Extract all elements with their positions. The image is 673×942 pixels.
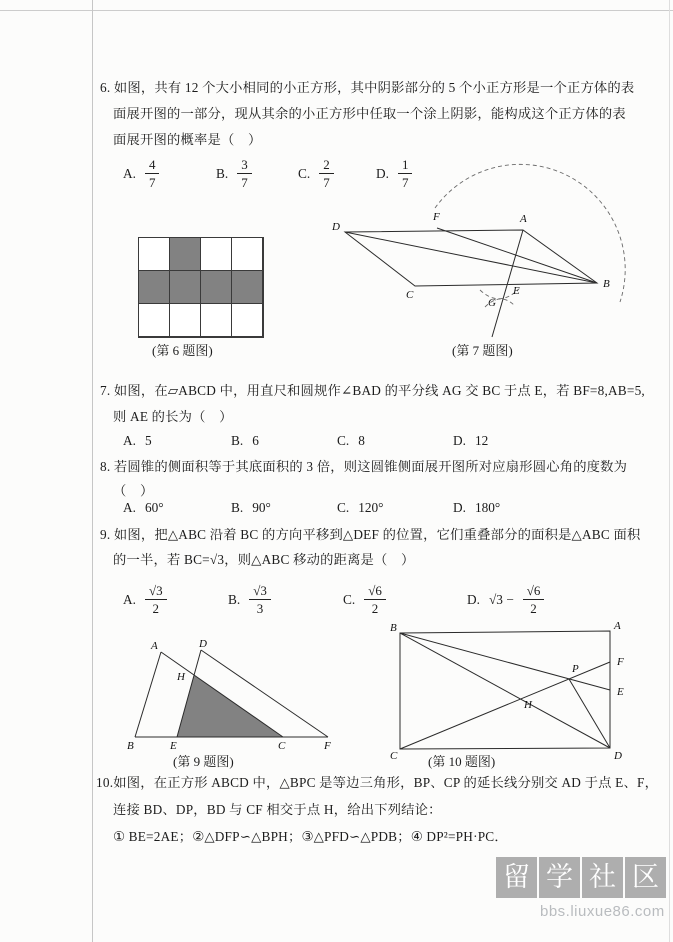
figure-6-caption: (第 6 题图)	[152, 343, 213, 358]
fraction: $\frac{√6}{2}$	[523, 583, 545, 616]
p9-option-c	[343, 583, 386, 616]
option-label: D.	[453, 500, 466, 515]
point-label-g: G	[488, 297, 496, 309]
grid-cell	[232, 304, 263, 337]
grid-cell	[139, 304, 170, 337]
watermark-block: 区	[625, 857, 666, 898]
figure-7-caption: (第 7 题图)	[452, 343, 513, 358]
problem-7-line-1: 7. 如图，在▱ABCD 中，用直尺和圆规作∠BAD 的平分线 AG 交 BC 于点 E，若 BF=8,AB=5,	[100, 383, 645, 398]
p6-option-b	[216, 157, 252, 190]
fraction: $\frac{1}{7}$	[398, 157, 413, 190]
problem-10-line-3: ① BE=2AE；②△DFP∽△BPH；③△PFD∽△PDB；④ DP²=PH·PC．	[113, 829, 508, 844]
grid-cell	[201, 304, 232, 337]
point-label-f: F	[324, 740, 331, 752]
point-label-c: C	[406, 289, 414, 301]
point-label-d: D	[199, 638, 207, 650]
problem-8-line-2: （ ）	[113, 483, 154, 498]
problem-6-line-3: 面展开图的概率是（ ）	[113, 132, 262, 147]
compass-arc-large	[435, 164, 625, 302]
point-label-a: A	[520, 213, 527, 225]
point-label-d: D	[614, 750, 622, 762]
point-label-e: E	[617, 686, 624, 698]
figure-10-caption: (第 10 题图)	[428, 754, 496, 769]
point-label-c: C	[278, 740, 286, 752]
fraction: $\frac{√3}{3}$	[249, 583, 271, 616]
figure-6-grid	[138, 237, 264, 338]
grid-cell	[201, 238, 232, 271]
fraction: $\frac{√3}{2}$	[145, 583, 167, 616]
option-value: 90°	[252, 500, 271, 515]
grid-cell	[232, 238, 263, 271]
option-label: B.	[216, 165, 229, 181]
option-label: A.	[123, 591, 136, 607]
point-label-a: A	[614, 620, 621, 632]
point-label-h: H	[524, 699, 532, 711]
point-label-h: H	[177, 671, 185, 683]
p8-option-b	[231, 500, 271, 516]
problem-10-line-1: 10.如图，在正方形 ABCD 中，△BPC 是等边三角形，BP、CP 的延长线分别交 AD 于点 E、F，	[96, 775, 659, 790]
p7-option-a	[123, 433, 152, 449]
point-label-p: P	[572, 663, 579, 675]
grid-cell-shaded	[232, 271, 263, 304]
problem-8-line-1: 8. 若圆锥的侧面积等于其底面积的 3 倍，则这圆锥侧面展开图所对应扇形圆心角的度数为	[100, 459, 628, 474]
problem-9-line-2: 的一半，若 BC=√3，则△ABC 移动的距离是（ ）	[113, 552, 415, 567]
grid-cell	[170, 304, 201, 337]
option-value: 5	[144, 433, 152, 448]
grid-cell-shaded	[201, 271, 232, 304]
p8-option-d	[453, 500, 500, 516]
watermark-block: 留	[496, 857, 537, 898]
option-prefix: √3 −	[488, 591, 514, 607]
p7-option-d	[453, 433, 488, 449]
margin-line	[92, 0, 93, 942]
scan-top-line	[0, 10, 673, 11]
problem-7-line-2: 则 AE 的长为（ ）	[113, 409, 233, 424]
p9-option-b	[228, 583, 271, 616]
p9-option-d	[467, 583, 544, 616]
p8-option-c	[337, 500, 383, 516]
p7-option-c	[337, 433, 365, 449]
option-label: C.	[343, 591, 356, 607]
option-label: C.	[337, 433, 350, 448]
segment-cf	[400, 662, 610, 749]
bisector-ag	[492, 230, 523, 337]
fraction: $\frac{4}{7}$	[145, 157, 160, 190]
option-label: A.	[123, 500, 136, 515]
point-label-e: E	[170, 740, 177, 752]
option-value: 6	[252, 433, 259, 448]
diagonal-bd	[400, 633, 610, 748]
option-value: 60°	[144, 500, 164, 515]
point-label-d: D	[332, 221, 340, 233]
option-value: 8	[358, 433, 365, 448]
point-label-f: F	[617, 656, 624, 668]
fraction: $\frac{√6}{2}$	[364, 583, 386, 616]
problem-6-line-2: 面展开图的一部分，现从其余的小正方形中任取一个涂上阴影，能构成这个正方体的表	[113, 106, 626, 121]
point-label-f: F	[433, 211, 440, 223]
problem-9-line-1: 9. 如图，把△ABC 沿着 BC 的方向平移到△DEF 的位置，它们重叠部分的面积是△ABC 面积	[100, 527, 641, 542]
grid-cell	[139, 238, 170, 271]
grid-cell-shaded	[170, 271, 201, 304]
option-value: 120°	[358, 500, 384, 515]
p7-option-b	[231, 433, 259, 449]
problem-6-line-1: 6. 如图，共有 12 个大小相同的小正方形，其中阴影部分的 5 个小正方形是一个正方体的表	[100, 80, 635, 95]
figure-9-caption: (第 9 题图)	[173, 754, 234, 769]
problem-10-line-2: 连接 BD、DP，BD 与 CF 相交于点 H，给出下列结论：	[113, 802, 442, 817]
watermark-block: 学	[539, 857, 580, 898]
point-label-b: B	[603, 278, 610, 290]
grid-cell-shaded	[170, 238, 201, 271]
option-label: B.	[228, 591, 241, 607]
figure-7	[330, 192, 645, 342]
figure-10	[388, 618, 638, 760]
option-label: B.	[231, 500, 244, 515]
option-label: C.	[298, 165, 311, 181]
figure-9	[125, 636, 340, 750]
scan-right-line	[669, 0, 670, 942]
option-value: 180°	[474, 500, 501, 515]
segment-ab	[135, 652, 161, 737]
option-label: C.	[337, 500, 350, 515]
fraction: $\frac{3}{7}$	[237, 157, 252, 190]
point-label-a: A	[151, 640, 158, 652]
option-label: D.	[453, 433, 466, 448]
p6-option-d	[376, 157, 412, 190]
option-label: D.	[376, 165, 389, 181]
point-label-c: C	[390, 750, 398, 762]
p6-option-a	[123, 157, 159, 190]
option-value: 12	[474, 433, 489, 448]
watermark-block: 社	[582, 857, 623, 898]
point-label-e: E	[513, 285, 520, 297]
overlap-shaded-region	[177, 675, 283, 737]
point-label-b: B	[390, 622, 397, 634]
segment-be	[400, 633, 610, 690]
option-label: A.	[123, 165, 136, 181]
p8-option-a	[123, 500, 164, 516]
fraction: $\frac{2}{7}$	[319, 157, 334, 190]
grid-cell-shaded	[139, 271, 170, 304]
option-label: B.	[231, 433, 244, 448]
p6-option-c	[298, 157, 334, 190]
p9-option-a	[123, 583, 167, 616]
segment-dp	[569, 679, 610, 748]
point-label-b: B	[127, 740, 134, 752]
option-label: A.	[123, 433, 136, 448]
watermark-url: bbs.liuxue86.com	[540, 903, 665, 920]
option-label: D.	[467, 591, 480, 607]
